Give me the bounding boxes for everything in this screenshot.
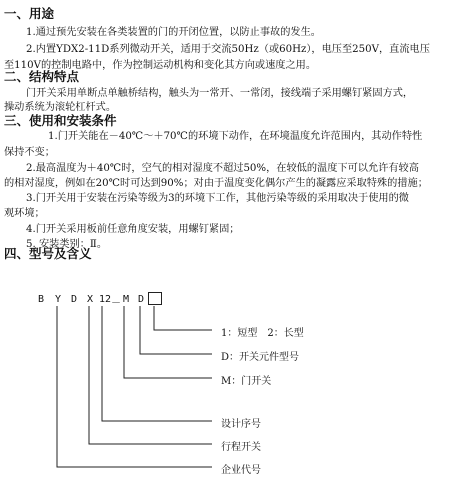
structure-line-2: 操动系统为滚轮杠杆式。 xyxy=(4,102,117,113)
usage-line-2: 2.内置YDX2-11D系列微动开关，适用于交流50Hz（或60Hz），电压至250V，直流电压 xyxy=(26,44,430,55)
conditions-line-7: 4.门开关采用板前任意角度安装，用螺钉紧固； xyxy=(26,224,240,235)
legend-travel-switch: 行程开关 xyxy=(221,442,261,453)
section-title-usage: 一、用途 xyxy=(4,6,55,21)
conditions-line-3: 2.最高温度为＋40℃时，空气的相对湿度不超过50%，在较低的温度下可以允许有较高 xyxy=(26,163,419,174)
model-char-m: M xyxy=(123,294,130,305)
structure-line-1: 门开关采用单断点单触桥结构，触头为一常开、一常闭，接线端子采用螺钉紧固方式， xyxy=(26,88,414,99)
model-char-dash: － xyxy=(111,298,121,309)
model-char-x: X xyxy=(87,294,94,305)
section-title-conditions: 三、使用和安装条件 xyxy=(4,113,117,128)
usage-line-3: 至110V的控制电路中，作为控制运动机构和变化其方向或速度之用。 xyxy=(4,60,317,71)
section-title-model: 四、型号及含义 xyxy=(4,246,92,261)
legend-switch-element: D：开关元件型号 xyxy=(221,352,300,363)
model-char-12: 12 xyxy=(99,294,112,305)
model-char-b: B xyxy=(38,294,45,305)
usage-line-1: 1.通过预先安装在各类装置的门的开闭位置，以防止事故的发生。 xyxy=(26,27,321,38)
conditions-line-2: 保持不变； xyxy=(4,147,55,158)
model-char-d2: D xyxy=(138,294,145,305)
model-char-y: Y xyxy=(55,294,62,305)
section-title-structure: 二、结构特点 xyxy=(4,69,80,84)
conditions-line-1: 1.门开关能在－40℃～＋70℃的环境下动作，在环境温度允许范围内，其动作特性 xyxy=(48,131,423,142)
conditions-line-8: 5. 安装类别：Ⅱ。 xyxy=(26,239,108,250)
model-char-d: D xyxy=(71,294,78,305)
conditions-line-6: 观环境； xyxy=(4,208,45,219)
legend-door-switch: M：门开关 xyxy=(221,376,272,387)
legend-design-serial: 设计序号 xyxy=(221,419,261,430)
legend-company-code: 企业代号 xyxy=(221,465,261,476)
conditions-line-4: 的相对湿度，例如在20℃时可达到90%；对由于温度变化偶尔产生的凝露应采取特殊的措施； xyxy=(4,178,428,189)
legend-length-type: 1：短型 2：长型 xyxy=(221,328,304,339)
conditions-line-5: 3.门开关用于安装在污染等级为3的环境下工作，其他污染等级的采用取决于使用的微 xyxy=(26,193,409,204)
